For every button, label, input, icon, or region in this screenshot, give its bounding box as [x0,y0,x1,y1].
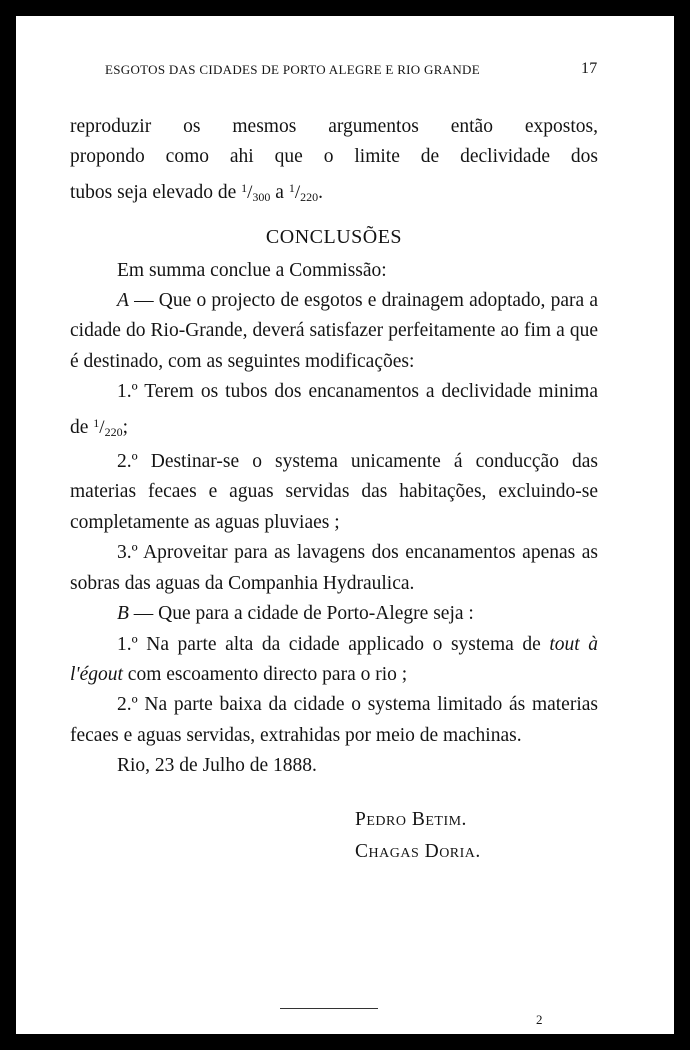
b-item-1-start: 1.º Na parte alta da cidade applicado o systema de [117,633,550,655]
paragraph-a-item-3: 3.º Aproveitar para as lavagens dos encanamentos apenas as sobras das aguas da Companhia Hydraulica. [70,542,598,594]
paragraph-intro: Em summa conclue a Commissão: [117,259,387,281]
fraction-denominator: 300 [252,189,271,204]
a-item-1-end: ; [122,416,128,438]
intro-line-3-end: . [318,181,323,203]
a-item-1-text: 1.º Terem os tubos dos encanamentos a declividade minima de [70,381,598,438]
section-b-label: B [117,603,129,625]
paragraph-section-b [70,599,598,629]
fraction-numerator: 1 [288,180,295,195]
footer-rule [280,1008,378,1009]
fraction-numerator: 1 [241,180,248,195]
paragraph-a-item-2: 2.º Destinar-se o systema unicamente á conducção das materias fecaes e aguas servidas das habitações, excluindo-se completamente as aguas pluviaes ; [70,451,598,533]
signature-pedro-betim: Pedro Betim. [355,808,467,830]
fraction-1-220-item: $^1/_{220}$ [93,415,123,439]
paragraph-b-item-2: 2.º Na parte baixa da cidade o systema limitado ás materias fecaes e aguas servidas, extrahidas por meio de machinas. [70,694,598,746]
fraction-denominator: 220 [104,424,123,439]
intro-line-1-text: reproduzir os mesmos argumentos então expostos, [70,116,598,137]
book-page [16,16,674,1034]
b-item-1-end: com escoamento directo para o rio ; [122,663,408,685]
signature-chagas-doria: Chagas Doria. [355,840,481,862]
section-a-text: — Que o projecto de esgotos e drainagem adoptado, para a cidade do Rio-Grande, deverá satisfazer perfeitamente ao fim a que é destinado, com as seguintes modificações: [70,290,598,372]
section-a-label: A [117,290,129,312]
intro-line-2-text: propondo como ahi que o limite de declividade dos [70,146,598,168]
signature-mark: 2 [536,1012,543,1027]
paragraph-section-a [70,286,598,377]
intro-line-3-text: tubos seja elevado de [70,181,242,203]
fraction-joiner: a [270,181,289,203]
intro-line-2 [70,142,598,172]
b-item-1-italic: tout à l'égout [70,633,599,685]
section-b-text: — Que para a cidade de Porto-Alegre seja : [128,603,474,625]
page-number: 17 [581,60,598,77]
intro-line-1 [70,112,598,142]
signature-block [70,804,598,868]
intro-line-3 [70,173,598,212]
paragraph-b-item-1 [70,630,598,691]
running-title: ESGOTOS DAS CIDADES DE PORTO ALEGRE E RIO GRANDE [105,62,480,77]
dateline: Rio, 23 de Julho de 1888. [117,755,317,777]
section-heading: CONCLUSÕES [265,226,403,249]
fraction-1-220: $^1/_{220}$ [288,180,319,204]
paragraph-a-item-1 [70,377,598,447]
fraction-1-300: $^1/_{300}$ [241,180,271,204]
page-body [70,112,598,868]
fraction-numerator: 1 [93,415,100,430]
fraction-denominator: 220 [300,189,319,204]
